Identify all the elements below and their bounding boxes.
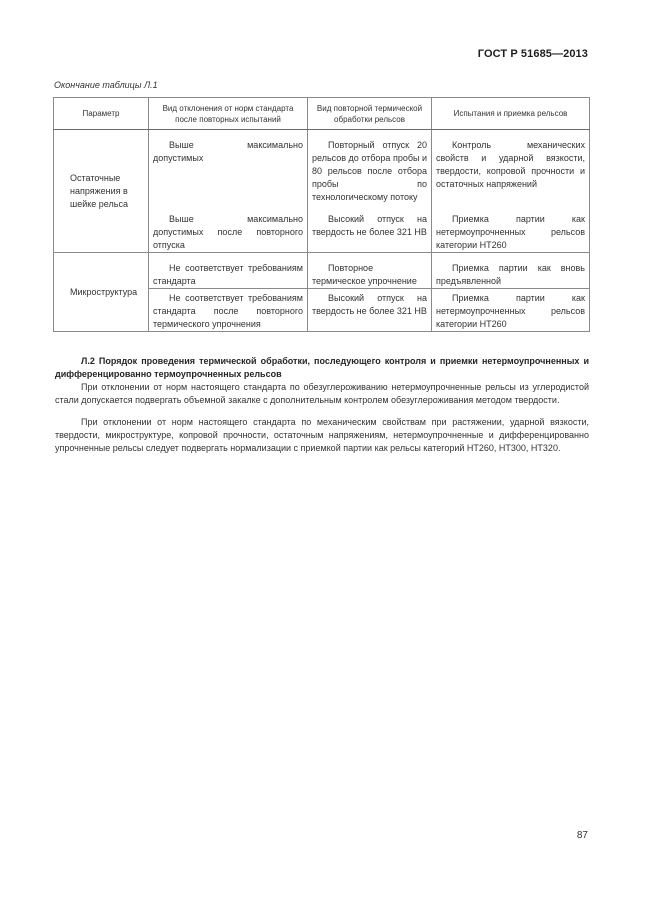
column-header: Вид отклонения от норм стандарта после повторных испытаний — [149, 98, 308, 130]
treatment-cell: Высокий отпуск на твердость не более 321 НВ — [308, 289, 432, 332]
parameter-cell: Остаточные напряжения в шейке рельса — [54, 130, 149, 253]
column-header: Параметр — [54, 98, 149, 130]
section-title: Л.2 Порядок проведения термической обработки, последующего контроля и приемки нетермоупрочненных и дифференцированно термоупрочненных рельсов — [55, 356, 589, 379]
standard-number: ГОСТ Р 51685—2013 — [477, 48, 588, 60]
paragraph: При отклонении от норм настоящего стандарта по механическим свойствам при растяжении, ударной вязкости, твердости, микроструктуре, копровой прочности, остаточным напряжениям, нетермоупрочненные и дифференцированно упрочненные рельсы следует подвергать нормализации с приемкой партии как рельсы категорий НТ260, НТ300, НТ320. — [55, 417, 589, 453]
parameter-cell: Микроструктура — [54, 253, 149, 332]
page-number: 87 — [576, 830, 588, 841]
table-header-row — [54, 98, 590, 130]
treatment-cell: Повторный отпуск 20 рельсов до отбора пробы и 80 рельсов после отбора пробы по технологическому потоку — [308, 130, 432, 205]
deviation-cell: Не соответствует требованиям стандарта после повторного термического упрочнения — [149, 289, 308, 332]
column-header: Испытания и приемка рельсов — [432, 98, 590, 130]
deviation-cell: Не соответствует требованиям стандарта — [149, 253, 308, 289]
table-row — [54, 130, 590, 205]
paragraph: При отклонении от норм настоящего стандарта по обезуглероживанию нетермоупрочненные рельсы из углеродистой стали допускается подвергать объемной закалке с дополнительным контролем обезуглероживания методом твердости. — [55, 382, 589, 405]
column-header: Вид повторной термической обработки рельсов — [308, 98, 432, 130]
treatment-cell: Высокий отпуск на твердость не более 321 НВ — [308, 204, 432, 253]
treatment-table — [53, 97, 590, 332]
acceptance-cell: Приемка партии как нетермоупрочненных рельсов категории НТ260 — [432, 289, 590, 332]
deviation-cell: Выше максимально допустимых — [149, 130, 308, 205]
deviation-cell: Выше максимально допустимых после повторного отпуска — [149, 204, 308, 253]
acceptance-cell: Приемка партии как нетермоупрочненных рельсов категории НТ260 — [432, 204, 590, 253]
acceptance-cell: Приемка партии как вновь предъявленной — [432, 253, 590, 289]
table-caption: Окончание таблицы Л.1 — [54, 80, 158, 90]
treatment-cell: Повторное термическое упрочнение — [308, 253, 432, 289]
table-row — [54, 253, 590, 289]
acceptance-cell: Контроль механических свойств и ударной вязкости, твердости, копровой прочности и остаточных напряжений — [432, 130, 590, 205]
